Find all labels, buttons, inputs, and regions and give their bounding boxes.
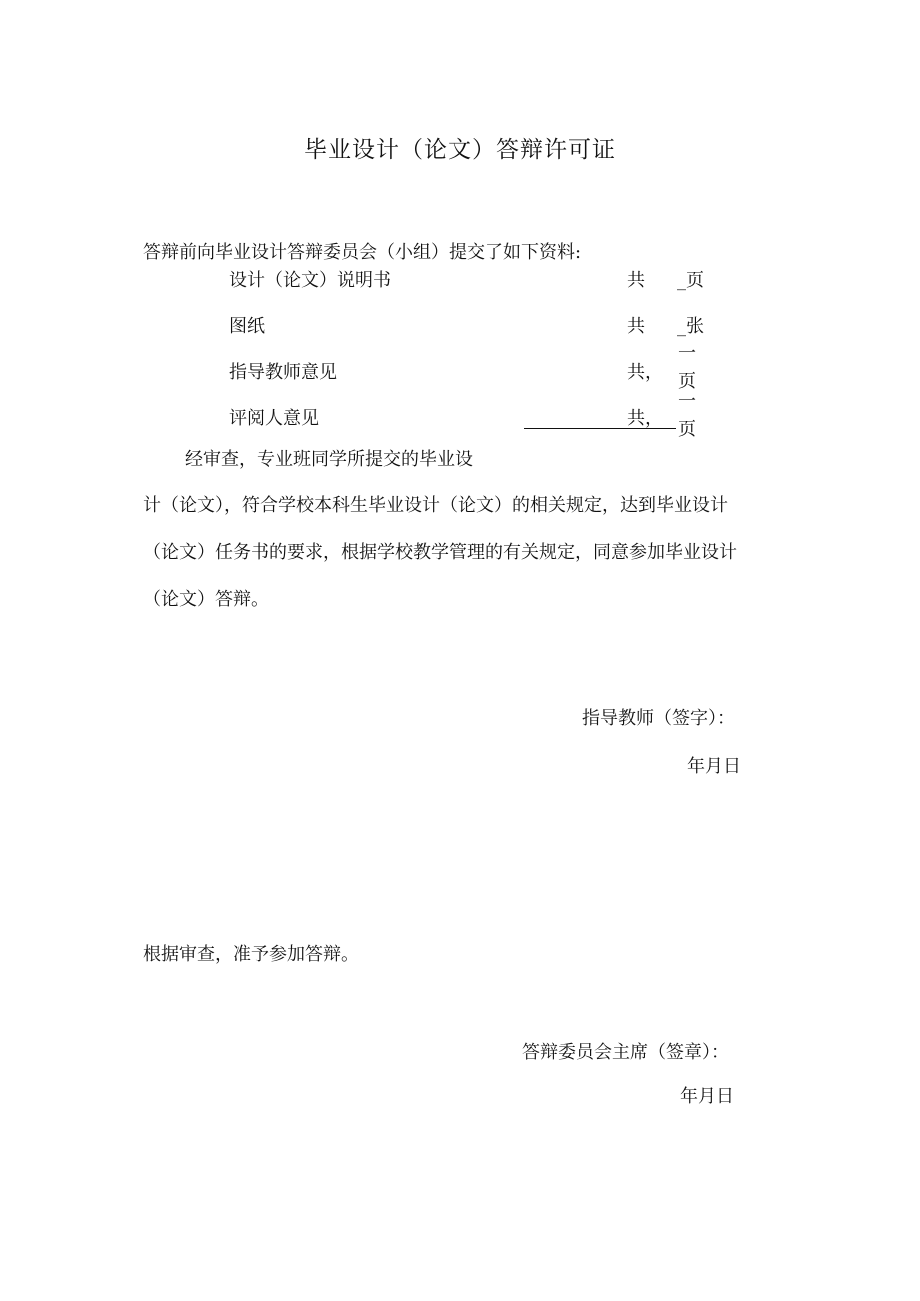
intro-text: 答辩前向毕业设计答辩委员会（小组）提交了如下资料: [143,242,582,263]
material-label-advisor-opinion: 指导教师意见 [229,362,337,383]
page-title: 毕业设计（论文）答辩许可证 [304,137,616,163]
material-count-prefix: 共， [627,362,663,383]
reviewer-fill-line [524,428,676,429]
unit-text: 页 [678,419,696,440]
material-label-drawings: 图纸 [229,316,265,337]
material-label-reviewer-opinion: 评阅人意见 [229,408,319,429]
advisor-date: 年月日 [687,756,741,777]
unit-text: 页 [678,371,696,392]
material-count-prefix: 共 [627,316,645,337]
chair-date: 年月日 [680,1086,734,1107]
review-paragraph [143,482,803,623]
review-first-line: 经审查，专业班同学所提交的毕业设 [185,449,473,470]
review-line: （论文）任务书的要求，根据学校教学管理的有关规定，同意参加毕业设计 [143,542,737,563]
committee-approval-text: 根据审查，准予参加答辩。 [143,944,359,965]
unit-blank: 一 [678,391,696,412]
material-unit-stacked [678,388,696,440]
advisor-signature-label: 指导教师（签字）： [582,708,735,729]
material-label-design-manual: 设计（论文）说明书 [229,270,391,291]
material-count-prefix: 共， [627,408,663,429]
review-line: （论文）答辩。 [143,589,269,610]
material-unit: _页 [677,270,704,291]
unit-blank: 一 [678,343,696,364]
material-count-prefix: 共 [627,270,645,291]
material-unit: _张 [677,316,704,337]
review-line: 计（论文），符合学校本科生毕业设计（论文）的相关规定，达到毕业设计 [143,495,728,516]
chair-signature-label: 答辩委员会主席（签章）： [522,1042,729,1063]
